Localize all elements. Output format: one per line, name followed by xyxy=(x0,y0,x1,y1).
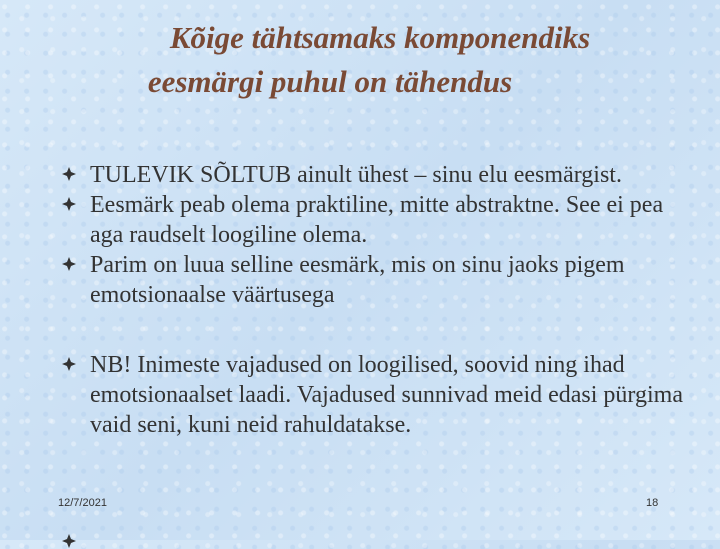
diamond-quad-icon xyxy=(61,356,77,372)
slide-title xyxy=(0,16,720,104)
title-line-2: eesmärgi puhul on tähendus xyxy=(147,64,513,99)
diamond-quad-icon xyxy=(61,256,77,272)
footer-date: 12/7/2021 xyxy=(58,497,107,509)
bullet-item xyxy=(58,350,698,440)
page-number: 18 xyxy=(646,497,659,509)
bullet-text: NB! Inimeste vajadused on loogilised, soovid ning ihad emotsionaalset laadi. Vajadused sunnivad meid edasi pürgima vaid seni, kuni neid rahuldatakse. xyxy=(90,352,683,438)
bullet-item xyxy=(58,250,698,310)
bullet-text: Eesmärk peab olema praktiline, mitte abstraktne. See ei pea aga raudselt loogiline olema. xyxy=(90,192,664,248)
diamond-quad-icon xyxy=(61,196,77,212)
bullet-list xyxy=(58,160,698,440)
bullet-text: Parim on luua selline eesmärk, mis on sinu jaoks pigem emotsionaalse väärtusega xyxy=(90,252,625,308)
bullet-item xyxy=(58,160,698,190)
bullet-text: TULEVIK SÕLTUB ainult ühest – sinu elu eesmärgist. xyxy=(90,162,622,188)
diamond-quad-icon xyxy=(61,166,77,182)
title-line-1: Kõige tähtsamaks komponendiks xyxy=(169,20,591,55)
bullet-item xyxy=(58,190,698,250)
diamond-quad-icon xyxy=(61,533,77,549)
